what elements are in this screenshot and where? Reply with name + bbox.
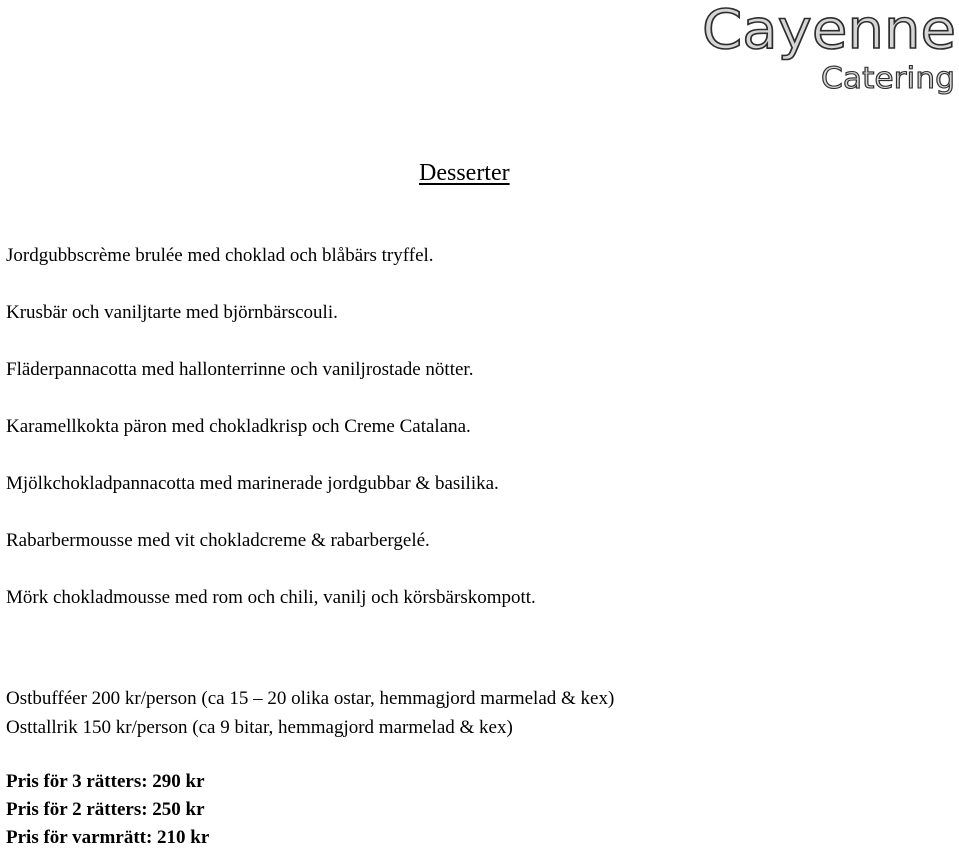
- price-list: [6, 768, 209, 852]
- price-two-courses: Pris för 2 rätters: 250 kr: [6, 799, 205, 820]
- dessert-item: Fläderpannacotta med hallonterrinne och vaniljrostade nötter.: [6, 359, 474, 380]
- dessert-item: Karamellkokta päron med chokladkrisp och Creme Catalana.: [6, 416, 471, 437]
- page-title: Desserter: [419, 160, 510, 186]
- price-three-courses: Pris för 3 rätters: 290 kr: [6, 771, 205, 792]
- dessert-list: [6, 227, 536, 626]
- dessert-item: Rabarbermousse med vit chokladcreme & rabarbergelé.: [6, 530, 430, 551]
- cayenne-catering-logo: [698, 0, 959, 100]
- cheese-plate-line: Osttallrik 150 kr/person (ca 9 bitar, hemmagjord marmelad & kex): [6, 717, 513, 738]
- logo-tagline: Catering: [821, 61, 955, 95]
- logo-graphic: [698, 0, 959, 100]
- cheese-options: [6, 684, 614, 742]
- dessert-item: Mjölkchokladpannacotta med marinerade jordgubbar & basilika.: [6, 473, 499, 494]
- cheese-buffet-line: Ostbufféer 200 kr/person (ca 15 – 20 olika ostar, hemmagjord marmelad & kex): [6, 688, 615, 709]
- dessert-item: Krusbär och vaniljtarte med björnbärscouli.: [6, 302, 338, 323]
- logo-name: Cayenne: [702, 0, 956, 61]
- price-main-course: Pris för varmrätt: 210 kr: [6, 827, 210, 848]
- dessert-item: Mörk chokladmousse med rom och chili, vanilj och körsbärskompott.: [6, 587, 536, 608]
- dessert-item: Jordgubbscrème brulée med choklad och blåbärs tryffel.: [6, 245, 434, 266]
